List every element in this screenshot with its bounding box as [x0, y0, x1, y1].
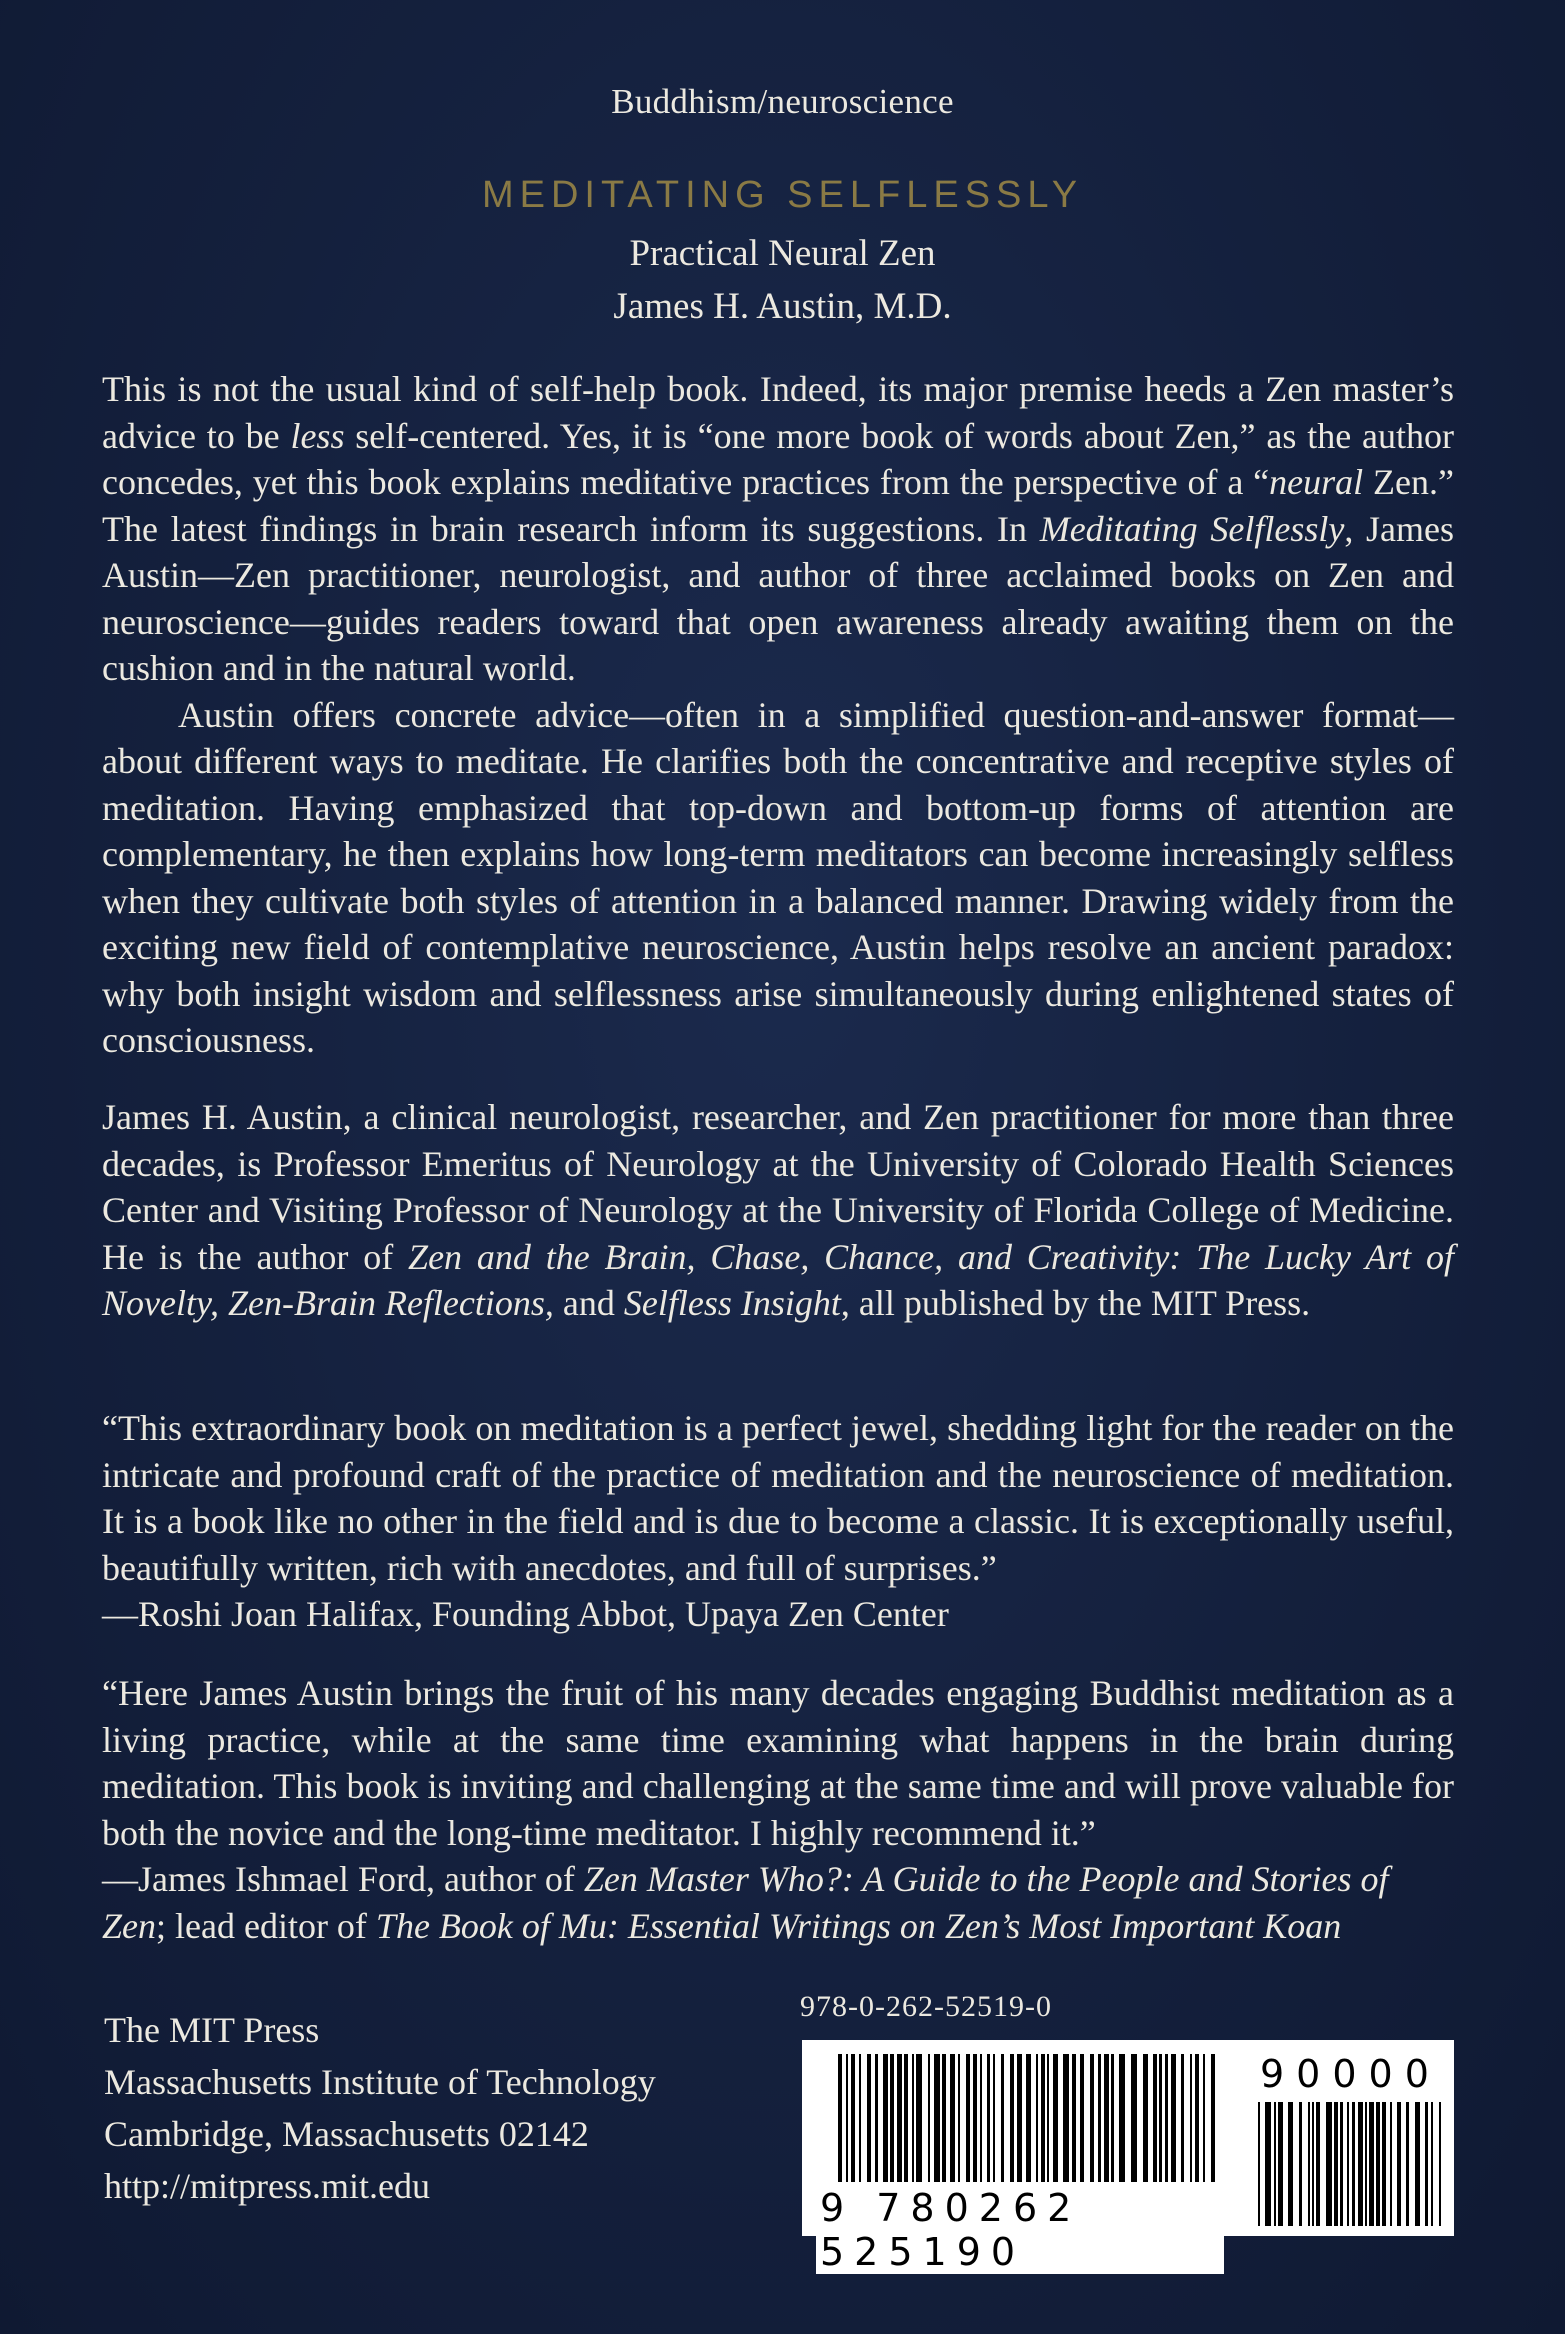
barcode-bar: [867, 2054, 871, 2182]
barcode-bar: [1159, 2054, 1162, 2182]
endorsement-1-attribution: —Roshi Joan Halifax, Founding Abbot, Upaya Zen Center: [102, 1594, 949, 1634]
barcode-bar: [1047, 2054, 1049, 2182]
book-subtitle: Practical Neural Zen: [629, 233, 936, 274]
barcode-bar: [851, 2054, 855, 2182]
barcode-bar: [1111, 2054, 1114, 2182]
isbn-number: 978-0-262-52519-0: [800, 1990, 1052, 2023]
barcode-bar: [942, 2054, 946, 2182]
barcode-bar: [1211, 2054, 1215, 2182]
text-run: This is not the usual kind of self-help book. Indeed, its major premise heeds a Zen master’s advice to be: [102, 369, 1454, 456]
barcode-bar: [928, 2054, 930, 2182]
book-title: MEDITATING SELFLESSLY: [481, 174, 1084, 216]
barcode-bar: [1090, 2054, 1094, 2182]
barcode-digits: 9 780262 525190: [816, 2186, 1224, 2274]
text-run: , James Austin—Zen practitioner, neurologist, and author of three acclaimed books on Zen and neuroscience—guides readers toward that open awareness already awaiting them on the cushion and in the natural world.: [102, 508, 1455, 688]
barcode-bar: [1190, 2054, 1192, 2182]
italic-text: Meditating Selflessly: [1039, 508, 1345, 549]
barcode-bar: [1425, 2102, 1428, 2226]
barcode-bar: [1376, 2102, 1380, 2226]
barcode-bar: [1098, 2054, 1101, 2182]
barcode-bar: [890, 2054, 894, 2182]
endorsement-2-attribution: [102, 1856, 1454, 1949]
endorsement-1-text: “This extraordinary book on meditation is a perfect jewel, shedding light for the reader on the intricate and profound craft of the practice of meditation and the neuroscience of meditation. It is a book like no other in the field and is due to become a classic. It is exceptionally useful, beautifully written, rich with anecdotes, and full of surprises.”: [102, 1408, 1454, 1588]
text-run: ; lead editor of: [156, 1905, 376, 1946]
barcode-bar: [1340, 2102, 1343, 2226]
barcode-bar: [916, 2054, 922, 2182]
text-run: and: [553, 1283, 624, 1323]
author-bio: [102, 1094, 1454, 1327]
barcode-bar: [1143, 2054, 1148, 2182]
book-author: James H. Austin, M.D.: [613, 286, 952, 327]
text-run: —James Ishmael Ford, author of: [102, 1859, 584, 1899]
barcode-bar: [1017, 2054, 1022, 2182]
publisher-name: The MIT Press: [104, 2010, 320, 2050]
italic-text: The Book of Mu: Essential Writings on Zen’s Most Important Koan: [375, 1905, 1342, 1946]
barcode: [802, 2040, 1454, 2274]
barcode-bar: [1334, 2102, 1338, 2226]
barcode-bar: [859, 2054, 861, 2182]
barcode-addon-digits: 90000: [1260, 2052, 1441, 2096]
barcode-bar: [1265, 2102, 1271, 2226]
text-run: , all published by the MIT Press.: [840, 1283, 1311, 1323]
text-run: James H. Austin, a clinical neurologist, researcher, and Zen practitioner for more than three decades, is Professor Emeritus of Neurology at the University of Colorado Health Sciences Center and Visiting Professor of Neurology at the University of Florida College of Medicine. He is the author of: [102, 1097, 1454, 1277]
italic-text: less: [290, 415, 345, 456]
publisher-url[interactable]: http://mitpress.mit.edu: [104, 2166, 430, 2206]
barcode-bar: [1274, 2102, 1276, 2226]
barcode-bar: [1347, 2102, 1349, 2226]
barcode-bar: [875, 2054, 878, 2182]
barcode-bar: [1299, 2102, 1302, 2226]
barcode-bar: [1131, 2054, 1137, 2182]
barcode-bar: [1063, 2054, 1069, 2182]
barcode-bar: [980, 2054, 982, 2182]
barcode-bar: [1390, 2102, 1392, 2226]
barcode-bar: [1258, 2102, 1260, 2226]
barcode-bar: [904, 2054, 908, 2182]
barcode-bar: [1203, 2054, 1205, 2182]
barcode-bar: [1278, 2102, 1283, 2226]
italic-text: Zen and the Brain, Chase, Chance, and Creativity: The Lucky Art of Novelty, Zen-Brain Reflections,: [102, 1236, 1454, 1323]
barcode-bar: [993, 2054, 995, 2182]
italic-text: Zen Master Who?: A Guide to the People and Stories of Zen: [102, 1859, 1389, 1946]
barcode-bar: [1382, 2102, 1386, 2226]
author-bio-text: [102, 1094, 1454, 1327]
barcode-bar: [1041, 2054, 1045, 2182]
barcode-bar: [1326, 2102, 1332, 2226]
barcode-bar: [1397, 2102, 1401, 2226]
italic-text: Selfless Insight: [623, 1283, 841, 1323]
barcode-bar: [1369, 2102, 1374, 2226]
barcode-bar: [966, 2054, 970, 2182]
barcode-bar: [1080, 2054, 1084, 2182]
barcode-bar: [1036, 2054, 1038, 2182]
category-label: Buddhism/neuroscience: [611, 82, 954, 121]
barcode-bar: [1308, 2102, 1310, 2226]
barcode-bar: [1010, 2054, 1014, 2182]
italic-text: neural: [1269, 462, 1364, 502]
endorsement-2-text: “Here James Austin brings the fruit of his many decades engaging Buddhist meditation as a living practice, while at the same time examining what happens in the brain during meditation. This book is inviting and challenging at the same time and will prove valuable for both the novice and the long-time meditator. I highly recommend it.”: [102, 1673, 1454, 1853]
barcode-bar: [1312, 2102, 1314, 2226]
barcode-bar: [1406, 2102, 1409, 2226]
text-run: Zen.” The latest findings in brain research inform its suggestions. In: [102, 462, 1455, 549]
publisher-institute: Massachusetts Institute of Technology: [104, 2062, 656, 2102]
barcode-bar: [1053, 2054, 1058, 2182]
barcode-bar: [1181, 2054, 1184, 2182]
barcode-bar: [1316, 2102, 1320, 2226]
description-paragraph-2: Austin offers concrete advice—often in a simplified question-and-answer format—about different ways to meditate. He clarifies both the concentrative and receptive styles of meditation. Having emphasized that top-down and bottom-up forms of attention are complementary, he then explains how long-term meditators can become increasingly selfless when they cultivate both styles of attention in a balanced manner. Drawing widely from the exciting new field of contemplative neuroscience, Austin helps resolve an ancient paradox: why both insight wisdom and selflessness arise simultaneously during enlightened states of consciousness.: [102, 694, 1454, 1060]
description-paragraph-1: [102, 366, 1454, 692]
barcode-bar: [1072, 2054, 1076, 2182]
barcode-bar: [883, 2054, 888, 2182]
barcode-bar: [987, 2054, 990, 2182]
barcode-bar: [846, 2054, 848, 2182]
book-description: [102, 366, 1454, 1064]
barcode-bar: [1431, 2102, 1433, 2226]
barcode-bar: [973, 2054, 977, 2182]
barcode-bar: [1195, 2054, 1199, 2182]
barcode-bar: [838, 2054, 842, 2182]
barcode-bar: [1171, 2054, 1176, 2182]
barcode-bar: [1415, 2102, 1420, 2226]
barcode-bar: [1352, 2102, 1355, 2226]
barcode-bar: [1104, 2054, 1109, 2182]
barcode-bar: [958, 2054, 960, 2182]
barcode-bar: [934, 2054, 940, 2182]
barcode-bar: [1365, 2102, 1367, 2226]
publisher-block: [104, 2004, 656, 2212]
barcode-bar: [950, 2054, 955, 2182]
publisher-address: Cambridge, Massachusetts 02142: [104, 2114, 589, 2154]
barcode-bar: [912, 2054, 914, 2182]
barcode-bar: [1153, 2054, 1157, 2182]
barcode-bar: [897, 2054, 902, 2182]
endorsement-1: [102, 1405, 1454, 1638]
text-run: self-centered. Yes, it is “one more book of words about Zen,” as the author concedes, yet this book explains meditative practices from the perspective of a “: [102, 415, 1454, 502]
barcode-bar: [1358, 2102, 1363, 2226]
barcode-bar: [1001, 2054, 1004, 2182]
barcode-bar: [1165, 2054, 1168, 2182]
barcode-bar: [1119, 2054, 1125, 2182]
endorsement-2: [102, 1670, 1454, 1949]
barcode-bar: [1026, 2054, 1031, 2182]
barcode-bar: [1288, 2102, 1293, 2226]
barcode-bar: [1439, 2102, 1441, 2226]
